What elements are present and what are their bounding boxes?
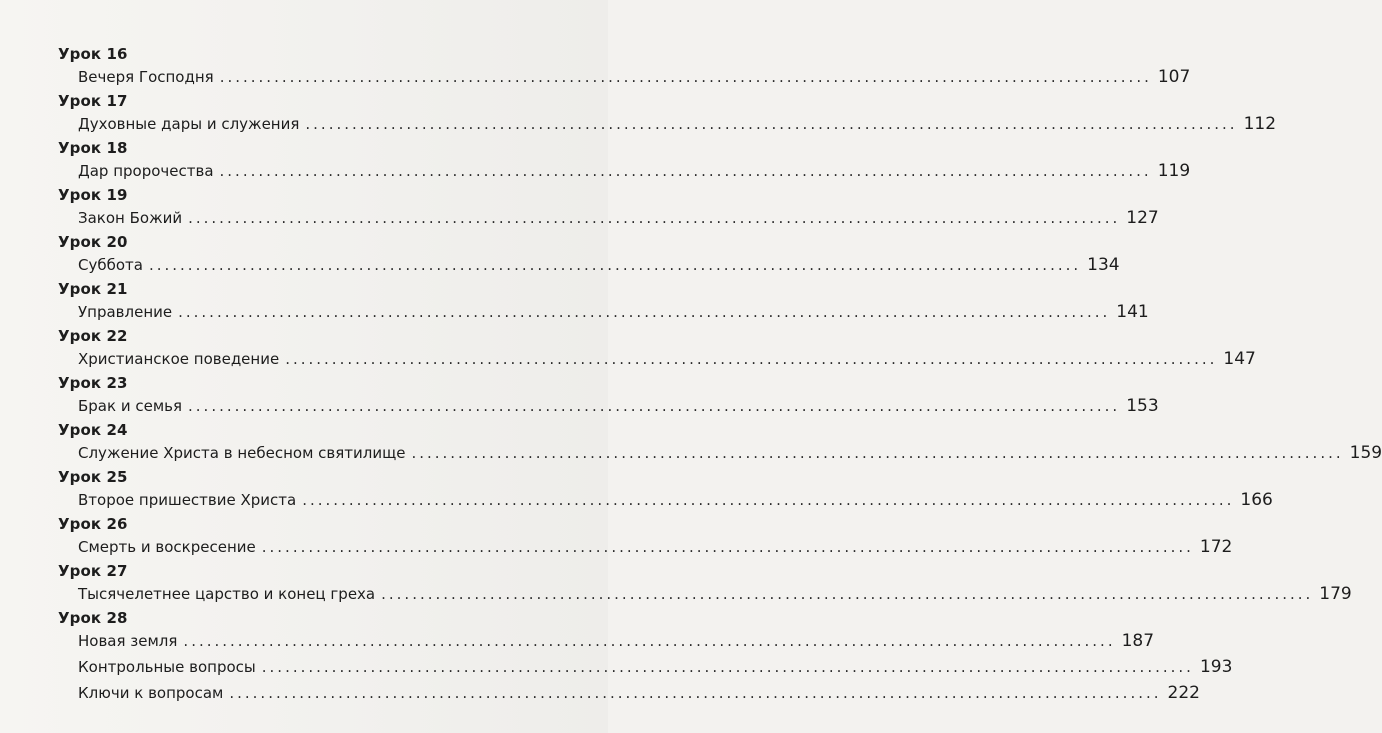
toc-entry-answer-keys[interactable] <box>58 680 1200 706</box>
toc-entry[interactable] <box>58 299 1149 326</box>
entry-title: Брак и семья <box>78 397 183 415</box>
page-number: 153 <box>1126 396 1159 416</box>
toc-lesson <box>58 326 1256 373</box>
toc-lesson <box>58 514 1233 561</box>
toc-entry[interactable] <box>58 487 1273 514</box>
entry-title: Новая земля <box>78 632 178 650</box>
dot-leader: ........................................................................................................................ <box>188 397 1121 415</box>
dot-leader: ........................................................................................................................ <box>183 632 1116 650</box>
entry-title: Дар пророчества <box>78 162 214 180</box>
page-number: 107 <box>1157 67 1191 87</box>
lesson-heading: Урок 16 <box>58 45 128 63</box>
entry-title: Духовные дары и служения <box>78 115 300 133</box>
entry-title: Служение Христа в небесном святилище <box>78 444 406 462</box>
dot-leader: ........................................................................................................................ <box>219 162 1152 180</box>
toc-lesson <box>58 138 1191 185</box>
dot-leader: ........................................................................................................................ <box>285 350 1218 368</box>
toc-entry[interactable] <box>58 252 1120 279</box>
lesson-heading: Урок 25 <box>58 468 128 486</box>
page-number: 172 <box>1199 537 1233 557</box>
page-number: 159 <box>1349 443 1382 463</box>
entry-title: Закон Божий <box>78 209 183 227</box>
toc-entry[interactable] <box>58 346 1256 373</box>
dot-leader: ........................................................................................................................ <box>261 538 1194 556</box>
lesson-heading: Урок 19 <box>58 186 128 204</box>
lesson-heading: Урок 22 <box>58 327 128 345</box>
page-number: 166 <box>1240 490 1273 510</box>
lesson-heading: Урок 28 <box>58 609 128 627</box>
toc-entry[interactable] <box>58 158 1191 185</box>
page-number: 179 <box>1319 584 1352 604</box>
toc-entry[interactable] <box>58 393 1159 420</box>
entry-title: Суббота <box>78 256 143 274</box>
page-number: 127 <box>1126 208 1159 228</box>
page-number: 193 <box>1199 657 1233 677</box>
dot-leader: ........................................................................................................................ <box>261 658 1194 676</box>
page-number: 119 <box>1157 161 1191 181</box>
entry-title: Контрольные вопросы <box>78 658 256 676</box>
dot-leader: ........................................................................................................................ <box>411 444 1344 462</box>
lesson-heading: Урок 18 <box>58 139 128 157</box>
toc-lesson <box>58 608 1155 654</box>
page-number: 134 <box>1087 255 1120 275</box>
entry-title: Смерть и воскресение <box>78 538 256 556</box>
page-number: 141 <box>1116 302 1149 322</box>
lesson-heading: Урок 20 <box>58 233 128 251</box>
toc-lesson <box>58 420 1382 467</box>
toc-lesson <box>58 91 1277 138</box>
dot-leader: ........................................................................................................................ <box>178 303 1111 321</box>
entry-title: Управление <box>78 303 173 321</box>
toc-lesson <box>58 44 1191 91</box>
lesson-heading: Урок 21 <box>58 280 128 298</box>
page-number: 147 <box>1223 349 1256 369</box>
toc-lesson <box>58 373 1159 420</box>
toc-entry-review-questions[interactable] <box>58 654 1233 680</box>
toc-entry[interactable] <box>58 440 1382 467</box>
entry-title: Ключи к вопросам <box>78 684 224 702</box>
toc-lesson <box>58 467 1273 514</box>
lesson-heading: Урок 23 <box>58 374 128 392</box>
toc-entry[interactable] <box>58 111 1277 138</box>
toc-entry[interactable] <box>58 534 1233 561</box>
toc-entry[interactable] <box>58 64 1191 91</box>
entry-title: Тысячелетнее царство и конец греха <box>78 585 376 603</box>
entry-title: Вечеря Господня <box>78 68 214 86</box>
lesson-heading: Урок 26 <box>58 515 128 533</box>
dot-leader: ........................................................................................................................ <box>305 115 1238 133</box>
dot-leader: ........................................................................................................................ <box>188 209 1121 227</box>
toc-entry[interactable] <box>58 628 1155 654</box>
table-of-contents <box>58 44 1382 706</box>
page-number: 187 <box>1121 631 1155 651</box>
lesson-heading: Урок 27 <box>58 562 128 580</box>
lesson-heading: Урок 24 <box>58 421 128 439</box>
dot-leader: ........................................................................................................................ <box>148 256 1082 274</box>
toc-lesson <box>58 232 1120 279</box>
entry-title: Христианское поведение <box>78 350 280 368</box>
toc-lesson <box>58 185 1159 232</box>
toc-entry[interactable] <box>58 581 1352 608</box>
page-number: 222 <box>1167 683 1200 703</box>
dot-leader: ........................................................................................................................ <box>381 585 1314 603</box>
dot-leader: ........................................................................................................................ <box>219 68 1152 86</box>
toc-lesson <box>58 279 1149 326</box>
page-number: 112 <box>1243 114 1277 134</box>
dot-leader: ........................................................................................................................ <box>229 684 1162 702</box>
dot-leader: ........................................................................................................................ <box>302 491 1235 509</box>
entry-title: Второе пришествие Христа <box>78 491 297 509</box>
toc-entry[interactable] <box>58 205 1159 232</box>
lesson-heading: Урок 17 <box>58 92 128 110</box>
toc-lesson <box>58 561 1352 608</box>
